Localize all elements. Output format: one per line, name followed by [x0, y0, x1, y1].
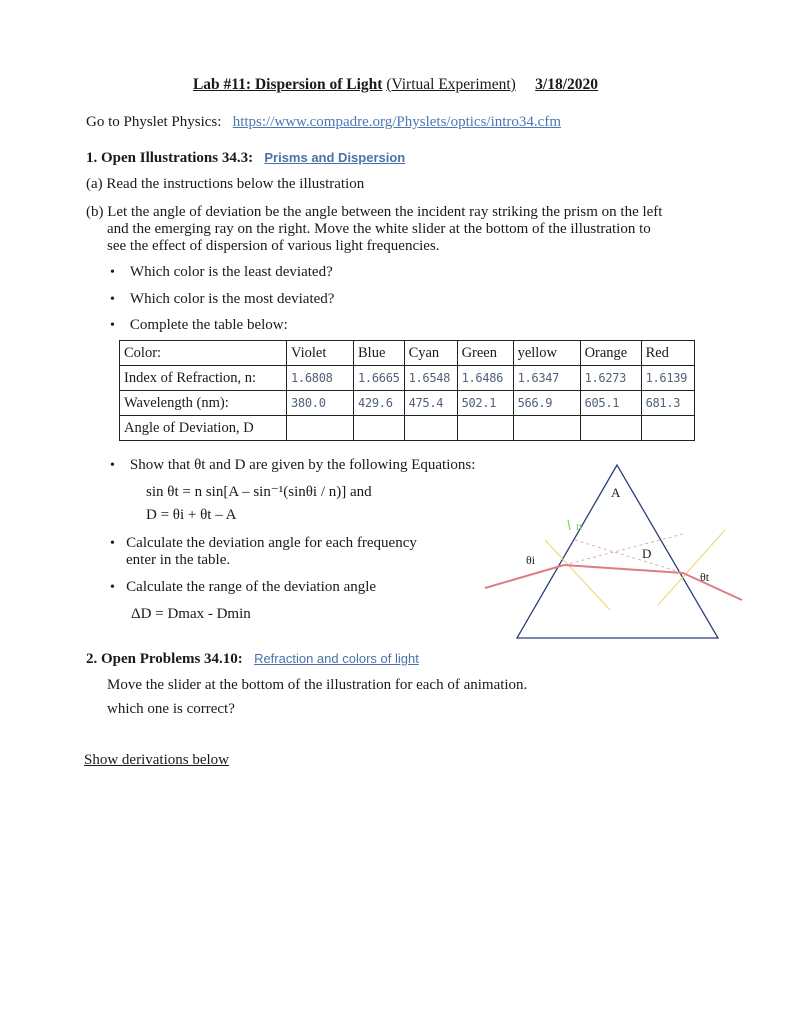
- table-cell[interactable]: 1.6486: [457, 366, 513, 391]
- table-color-header: Blue: [354, 341, 405, 366]
- section1-heading: 1. Open Illustrations 34.3:: [86, 150, 254, 166]
- bullet-complete-table: • Complete the table below:: [110, 317, 288, 333]
- table-cell[interactable]: 1.6347: [513, 366, 580, 391]
- table-color-header: yellow: [513, 341, 580, 366]
- table-cell[interactable]: [457, 416, 513, 441]
- page-title: [0, 76, 791, 94]
- table-cell[interactable]: 1.6808: [287, 366, 354, 391]
- lab-date: 3/18/2020: [535, 76, 599, 93]
- table-cell[interactable]: [580, 416, 641, 441]
- bullet-most-deviated: • Which color is the most deviated?: [110, 291, 335, 307]
- calc1-line1: Calculate the deviation angle for each frequency: [126, 535, 417, 551]
- table-row-label: Angle of Deviation, D: [120, 416, 287, 441]
- lab-title: Lab #11: Dispersion of Light: [192, 76, 383, 93]
- prisms-dispersion-link[interactable]: Prisms and Dispersion: [264, 150, 406, 165]
- intro-line: [86, 114, 561, 131]
- table-row-label: Index of Refraction, n:: [120, 366, 287, 391]
- table-cell[interactable]: 380.0: [287, 391, 354, 416]
- table-cell[interactable]: 605.1: [580, 391, 641, 416]
- theta-t-label: θt: [700, 570, 710, 584]
- table-row: [120, 391, 695, 416]
- equation-1: sin θt = n sin[A – sin⁻¹(sinθi / n)] and: [146, 484, 372, 500]
- table-cell[interactable]: 681.3: [641, 391, 694, 416]
- item-a: (a) Read the instructions below the illustration: [86, 176, 365, 192]
- derivations-heading: Show derivations below: [84, 752, 229, 768]
- equation-2: D = θi + θt – A: [146, 507, 237, 523]
- table-color-header: Violet: [287, 341, 354, 366]
- table-color-header: Orange: [580, 341, 641, 366]
- table-cell[interactable]: 1.6273: [580, 366, 641, 391]
- calc2-text: Calculate the range of the deviation angle: [126, 579, 377, 595]
- bullet-show-equations: • Show that θt and D are given by the following Equations:: [110, 457, 476, 473]
- table-cell[interactable]: 1.6139: [641, 366, 694, 391]
- table-row-label: Wavelength (nm):: [120, 391, 287, 416]
- index-label: n: [576, 519, 582, 533]
- section2-heading: 2. Open Problems 34.10:: [86, 651, 243, 667]
- lab-subtitle: (Virtual Experiment): [386, 76, 516, 93]
- table-color-header: Red: [641, 341, 694, 366]
- calc1-line2: enter in the table.: [126, 552, 231, 568]
- deviation-label: D: [642, 546, 652, 561]
- normal-marker: [568, 520, 570, 530]
- incident-extension: [564, 534, 683, 565]
- bullet-least-deviated: • Which color is the least deviated?: [110, 264, 333, 280]
- physlet-url-link[interactable]: https://www.compadre.org/Physlets/optics/intro34.cfm: [232, 114, 561, 130]
- table-cell[interactable]: 1.6665: [354, 366, 405, 391]
- section2-line2: which one is correct?: [107, 701, 235, 717]
- theta-i-label: θi: [526, 553, 536, 567]
- emerging-extension: [575, 540, 683, 573]
- bullet-calculate-range: • Calculate the range of the deviation angle: [110, 579, 377, 595]
- apex-angle-label: A: [611, 485, 621, 500]
- table-header-row: [120, 341, 695, 366]
- emerging-ray: [683, 573, 742, 600]
- table-cell[interactable]: 475.4: [404, 391, 457, 416]
- section1-heading-line: [86, 149, 405, 167]
- table-cell[interactable]: [513, 416, 580, 441]
- normal-left: [545, 540, 610, 610]
- refracted-ray: [564, 565, 683, 573]
- table-cell[interactable]: [641, 416, 694, 441]
- section2-heading-line: [86, 650, 419, 668]
- refraction-colors-link[interactable]: Refraction and colors of light: [254, 651, 419, 666]
- table-header-label: Color:: [120, 341, 287, 366]
- dispersion-table: [119, 340, 695, 441]
- bullet-text: Which color is the most deviated?: [129, 291, 335, 307]
- item-b-line2: and the emerging ray on the right. Move the white slider at the bottom of the illustration to: [107, 221, 651, 237]
- table-cell[interactable]: 1.6548: [404, 366, 457, 391]
- table-color-header: Cyan: [404, 341, 457, 366]
- bullet-text: Complete the table below:: [129, 317, 288, 333]
- item-b-line3: see the effect of dispersion of various light frequencies.: [107, 238, 440, 254]
- table-cell[interactable]: [404, 416, 457, 441]
- section2-line1: Move the slider at the bottom of the illustration for each of animation.: [107, 677, 528, 693]
- range-equation: ΔD = Dmax - Dmin: [131, 606, 251, 622]
- bullet-calculate-deviation: • Calculate the deviation angle for each frequency: [110, 535, 417, 551]
- prism-diagram: [480, 460, 750, 650]
- table-cell[interactable]: [354, 416, 405, 441]
- table-row: [120, 366, 695, 391]
- show-equations-text: Show that θt and D are given by the following Equations:: [129, 457, 476, 473]
- table-cell[interactable]: 502.1: [457, 391, 513, 416]
- item-b-line1: (b) Let the angle of deviation be the angle between the incident ray striking the prism on the left: [86, 204, 663, 220]
- table-row: [120, 416, 695, 441]
- table-color-header: Green: [457, 341, 513, 366]
- bullet-text: Which color is the least deviated?: [129, 264, 333, 280]
- table-cell[interactable]: 429.6: [354, 391, 405, 416]
- table-cell[interactable]: 566.9: [513, 391, 580, 416]
- table-cell[interactable]: [287, 416, 354, 441]
- intro-text: Go to Physlet Physics:: [86, 114, 222, 130]
